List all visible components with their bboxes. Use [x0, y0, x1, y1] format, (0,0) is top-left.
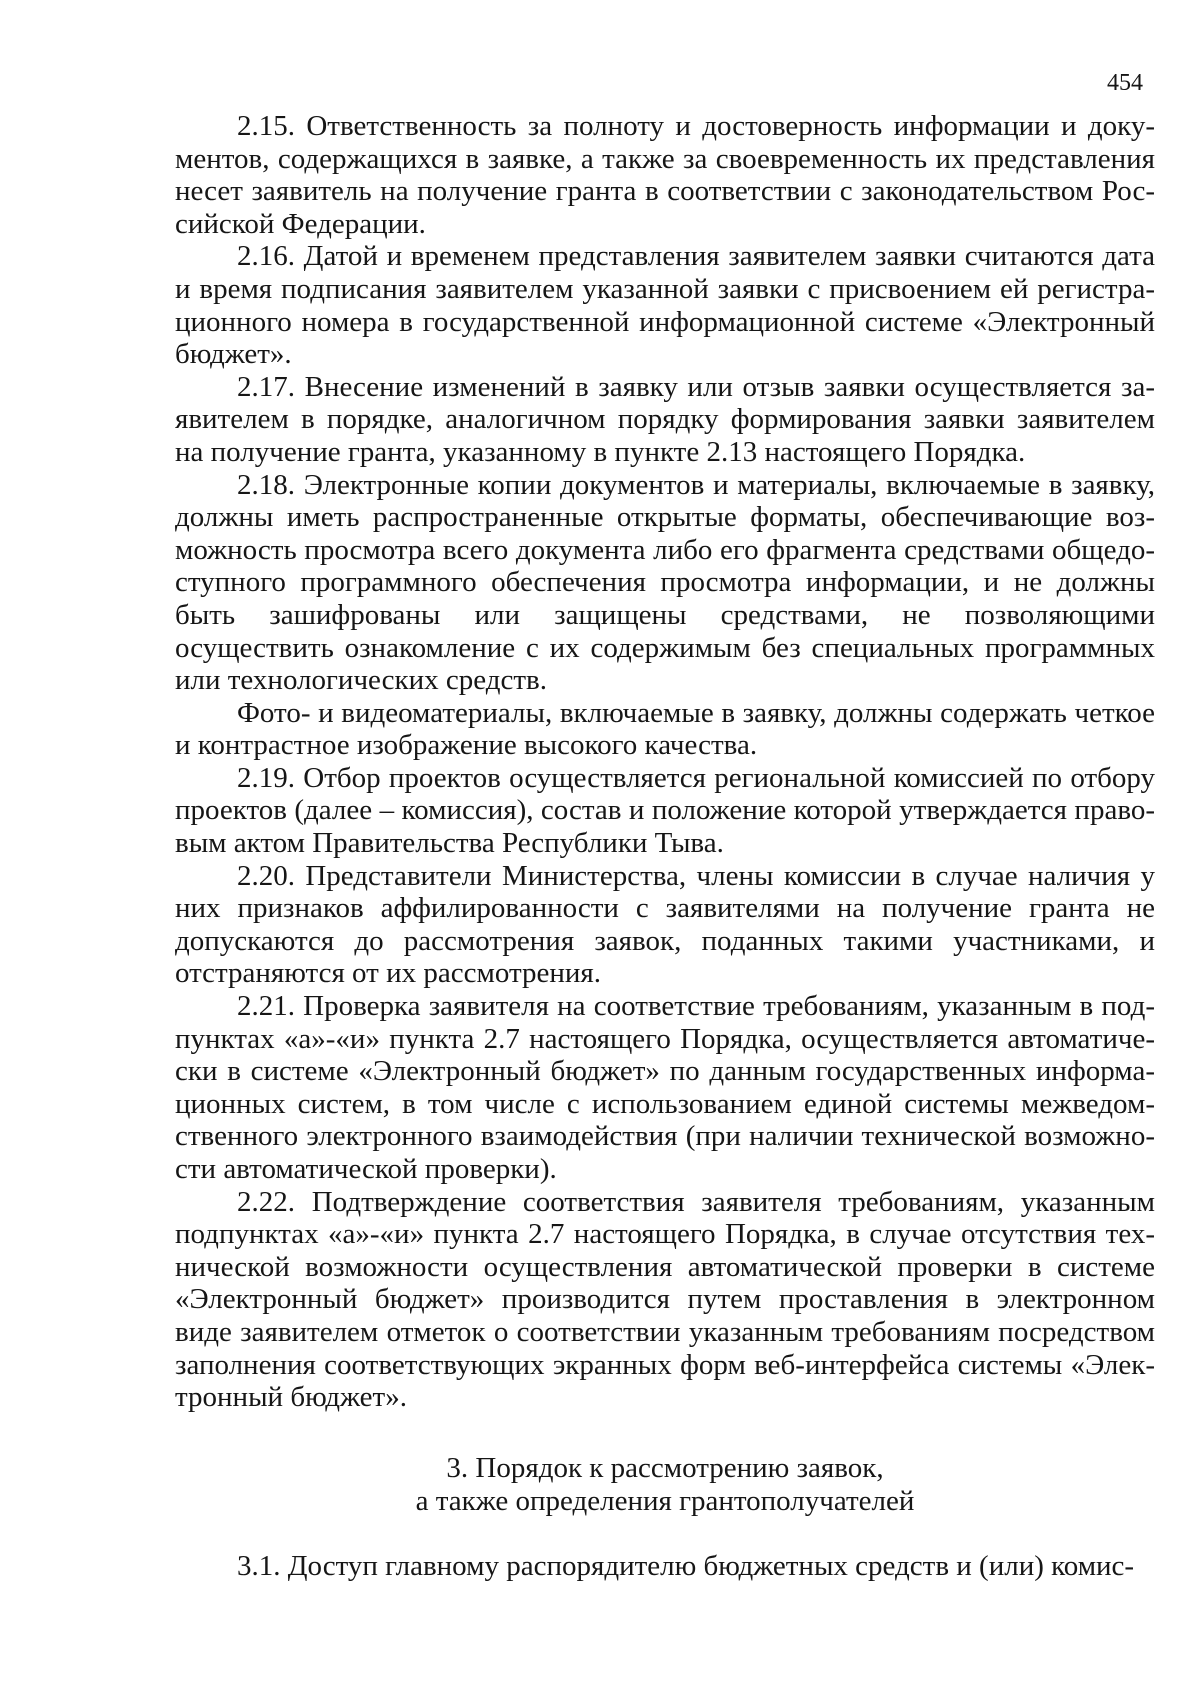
page-number: 454: [1107, 70, 1143, 96]
paragraph-2-21: 2.21. Проверка заявителя на соответствие требованиям, указанным в подпунктах «а»-«и» пункта 2.7 настоящего Порядка, осуществляется автоматически в системе «Электронный бюджет» по данным государственных информационных систем, в том числе с использованием единой системы межведомственного электронного взаимодействия (при наличии технической возможности автоматической проверки).: [175, 990, 1155, 1185]
paragraph-2-18: 2.18. Электронные копии документов и материалы, включаемые в заявку, должны иметь распространенные открытые форматы, обеспечивающие возможность просмотра всего документа либо его фрагмента средствами общедоступного программного обеспечения просмотра информации, и не должны быть зашифрованы или защищены средствами, не позволяющими осуществить ознакомление с их содержимым без специальных программных или технологических средств.: [175, 468, 1155, 697]
paragraph-2-20: 2.20. Представители Министерства, члены комиссии в случае наличия у них признаков аффилированности с заявителями на получение гранта не допускаются до рассмотрения заявок, поданных такими участниками, и отстраняются от их рассмотрения.: [175, 859, 1155, 990]
paragraph-2-22: 2.22. Подтверждение соответствия заявителя требованиям, указанным подпунктах «а»-«и» пункта 2.7 настоящего Порядка, в случае отсутствия технической возможности осуществления автоматической проверки в системе «Электронный бюджет» производится путем проставления в электронном виде заявителем отметок о соответствии указанным требованиям посредством заполнения соответствующих экранных форм веб-интерфейса системы «Электронный бюджет».: [175, 1185, 1155, 1414]
paragraph-2-19: 2.19. Отбор проектов осуществляется региональной комиссией по отбору проектов (далее – комиссия), состав и положение которой утверждается правовым актом Правительства Республики Тыва.: [175, 761, 1155, 860]
section-heading-line-1: 3. Порядок к рассмотрению заявок,: [446, 1451, 884, 1484]
section-3-heading: [175, 1452, 1155, 1518]
paragraph-photo-video: Фото- и видеоматериалы, включаемые в заявку, должны содержать четкое и контрастное изображение высокого качества.: [175, 696, 1155, 762]
paragraph-2-17: 2.17. Внесение изменений в заявку или отзыв заявки осуществляется заявителем в порядке, аналогичном порядку формирования заявки заявителем на получение гранта, указанному в пункте 2.13 настоящего Порядка.: [175, 370, 1155, 468]
section-heading-line-2: а также определения грантополучателей: [415, 1484, 915, 1517]
document-body: [175, 110, 1155, 1582]
paragraph-2-16: 2.16. Датой и временем представления заявителем заявки считаются дата и время подписания заявителем указанной заявки с присвоением ей регистрационного номера в государственной информационной системе «Электронный бюджет».: [175, 240, 1155, 371]
paragraph-3-1: 3.1. Доступ главному распорядителю бюджетных средств и (или) комис-: [237, 1549, 1135, 1582]
paragraph-2-15: 2.15. Ответственность за полноту и достоверность информации и документов, содержащихся в заявке, а также за своевременность их представления несет заявитель на получение гранта в соответствии с законодательством Российской Федерации.: [175, 110, 1155, 240]
